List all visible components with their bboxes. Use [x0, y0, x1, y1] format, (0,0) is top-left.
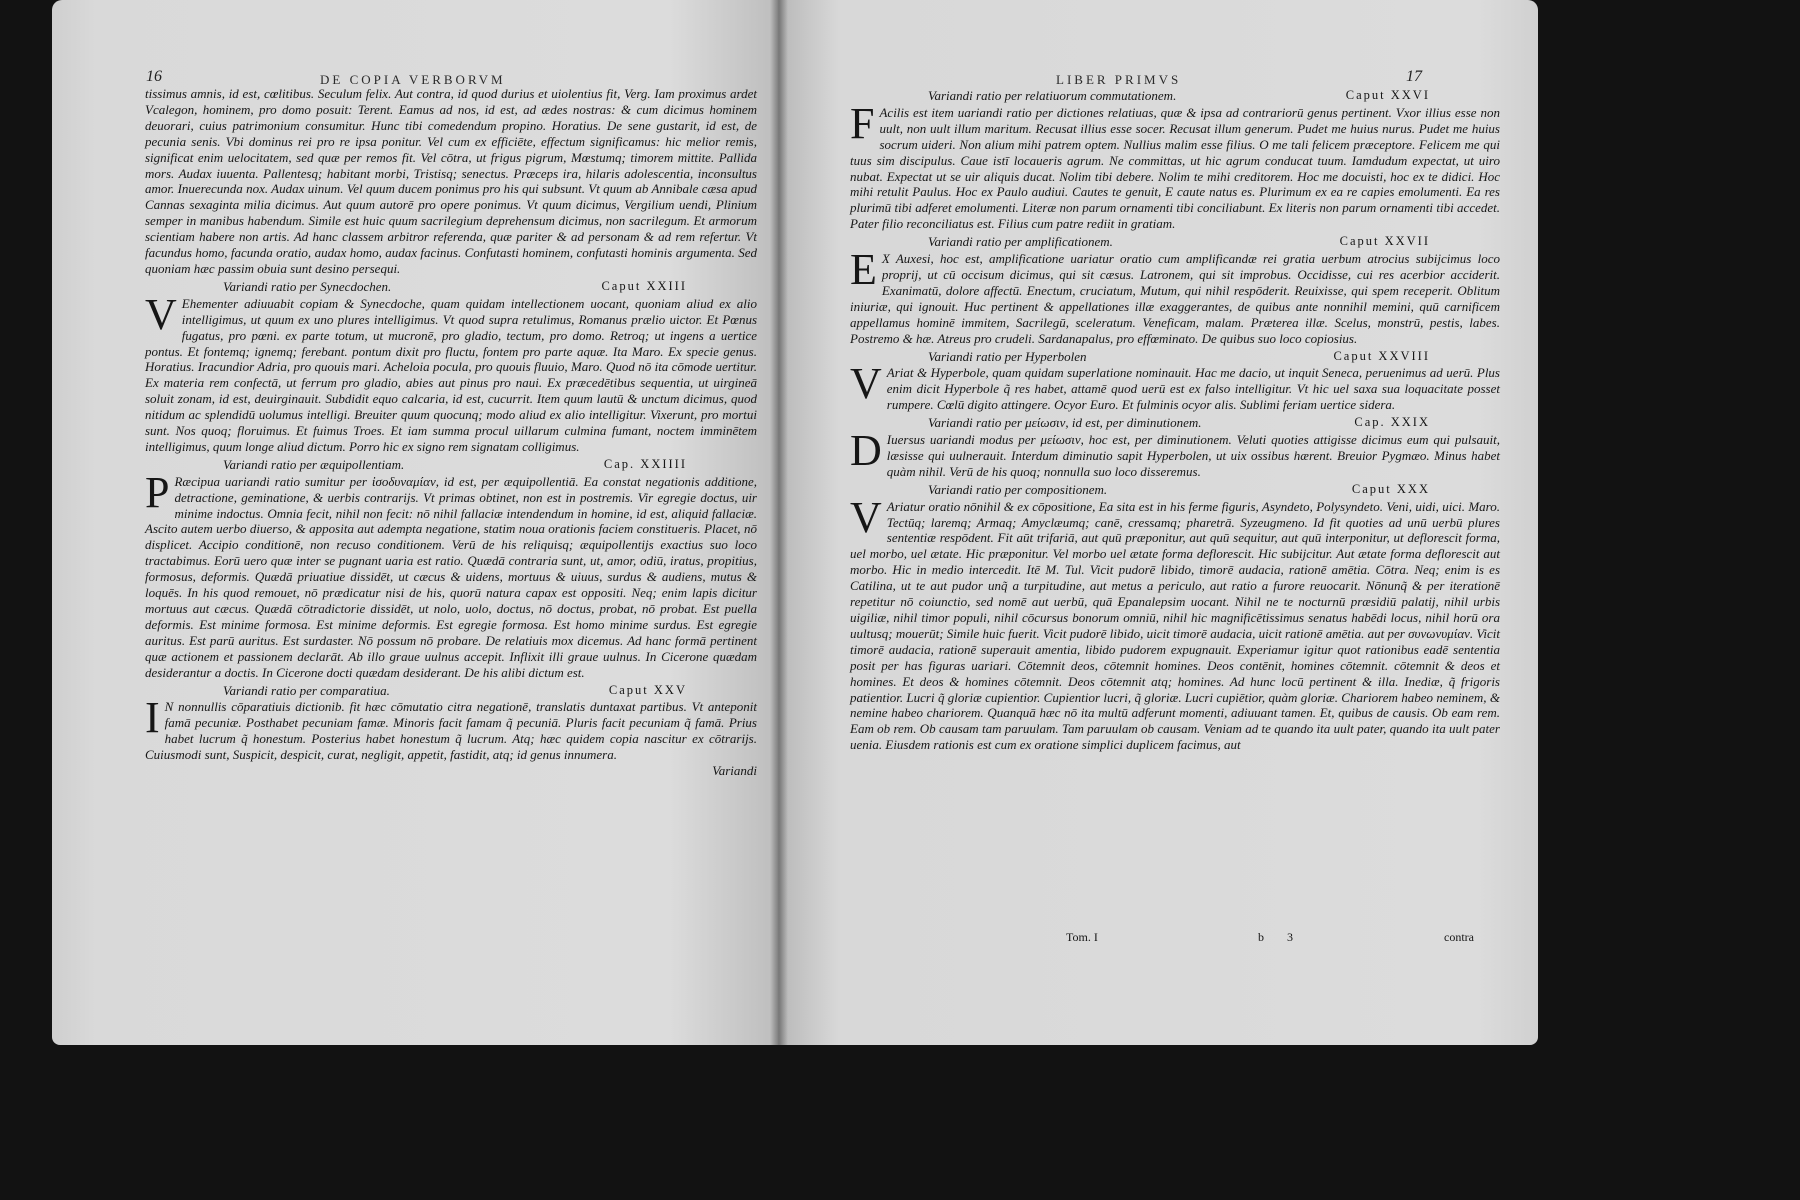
- chapter-text: Ariat & Hyperbole, quam quidam superlatione nominauit. Hac me dacio, ut inquit Seneca, peruenimus ad uerū. Plus enim dicit Hyperbole q̃ res habet, attamē quod uerū est ex falso intelligitur. Vt hic uel saxa sua loquacitate posset rumpere. Cœlū digito attingere. Ocyor Euro. Et fulminis ocyor alis. Sublimi feriam uertice sidera.: [886, 365, 1500, 413]
- chapter-paragraph: [145, 693, 757, 763]
- chapter-text: Iuersus uariandi modus per μείωσιν, hoc est, per diminutionem. Veluti quoties attigisse dicimus eum qui pulsauit, læsisse qui uulnerauit. Interdum diminutio sapit Hyperbolen, ut uix ossibus hærent. Breuior Pygmæo. Minus habet quàm nihil. Verū de his quoq; nonnulla suo loco disseremus.: [886, 432, 1500, 479]
- chapter-title: Variandi ratio per æquipollentiam.: [223, 456, 405, 472]
- chapter-title: Variandi ratio per comparatiua.: [223, 682, 390, 698]
- chapter-number: Caput XXVIII: [1333, 348, 1430, 363]
- signature-mark: b 3: [1258, 930, 1303, 944]
- chapter-title: Variandi ratio per Synecdochen.: [223, 278, 392, 294]
- volume-mark: Tom. I: [1066, 930, 1098, 944]
- text-block: [850, 86, 1500, 753]
- chapter-heading: [850, 349, 1500, 365]
- catchword: Variandi: [712, 763, 757, 779]
- chapter-paragraph: [850, 492, 1500, 754]
- chapter-number: Caput XXV: [608, 682, 687, 697]
- chapter-number: Caput XXVII: [1339, 234, 1430, 249]
- chapter-title: Variandi ratio per Hyperbolen: [928, 348, 1087, 364]
- chapter-heading: [850, 234, 1500, 250]
- chapter-number: Caput XXVI: [1345, 88, 1430, 102]
- chapter-heading: [145, 279, 757, 295]
- chapter-heading: [850, 88, 1500, 104]
- initial-letter: F: [850, 98, 875, 148]
- chapter-number: Caput XXIII: [601, 278, 687, 293]
- catchword: contra: [1444, 930, 1474, 944]
- chapter-text: N nonnullis cōparatiuis dictionib. fit hæc cōmutatio citra negationē, translatis duntaxat partibus. Vt anteponit famā pecuniæ. Posthabet pecuniam famæ. Minoris facit famam q̃ pecuniā. Pluris facit pecuniam q̃ famā. Prius habet lucrum q̃ honestum. Posterius habet honestum q̃ lucrum. Atq; hæc quidem copia nascitur ex cōtrarijs. Cuiusmodi sunt, Suspicit, despicit, curat, negligit, appetit, fastidit, atq; id genus innumera.: [145, 699, 757, 763]
- chapter-heading: [850, 482, 1500, 498]
- chapter-number: Cap. XXIX: [1354, 415, 1430, 430]
- chapter-heading: [145, 457, 757, 473]
- chapter-title: Variandi ratio per μείωσιν, id est, per diminutionem.: [928, 415, 1202, 431]
- chapter-title: Variandi ratio per relatiuorum commutationem.: [928, 88, 1177, 103]
- left-page: [52, 0, 778, 1045]
- folio-number: 17: [1406, 68, 1422, 85]
- paragraph-carry-over: tissimus amnis, id est, cœlitibus. Seculum felix. Aut contra, id quod durius et uiolentius fit, Verg. Iam proximus ardet Vcalegon, hominem, pro domo posuit: Terent. Eamus ad nos, id est, ad ædes nostras: & cum dicimus hominem deuorari, cuius patrimonium consumitur. Hunc tibi comedendum propino. Horatius. De sene gustarit, id est, de pecunia senis. Vbi dominus rei pro re ipsa ponitur. Vel cum ex efficiēte, effectum significamus: hic melior remis, significat enim uelocitatem, sed quæ per remos fit. Vel cōtra, ut frigus pigrum, Mœstumq; timorem mittite. Pallida mors. Audax iuuenta. Pallentesq; habitant morbi, Tristisq; senectus. Præceps ira, hilaris adolescentia, inconsultus amor. Inuerecunda nox. Audax uinum. Vel quum ducem ponimus pro his qui subsunt. Vt quum ab Annibale cæsa apud Cannas sexaginta milia dicimus. Aut quum autorē pro opere ponimus. Vt quum dicimus, Vergilium uendi, Plinium semper in manibus habendum. Simile est huic quum sacrilegium deprehensum dicimus, non sacrilegum. Et armorum scientiam habere non artis. Ad hanc classem arbitror referenda, quæ pariter & ad personam & ad rem refertur. Vt facundus homo, facunda oratio, audax homo, audax facinus. Confutasti hominem, confutasti hominis argumenta. Sed quoniam hæc passim obuia sunt desino persequi.: [145, 86, 757, 276]
- running-head: DE COPIA VERBORVM: [320, 72, 506, 87]
- chapter-heading: [145, 683, 757, 699]
- chapter-title: Variandi ratio per compositionem.: [928, 481, 1108, 497]
- chapter-paragraph: [850, 245, 1500, 346]
- chapter-number: Caput XXX: [1351, 481, 1430, 496]
- text-block: [145, 86, 757, 779]
- folio-number: 16: [146, 68, 162, 85]
- chapter-text: Ariatur oratio nōnihil & ex cōpositione, Ea sita est in his ferme figuris, Asyndeto, Polysyndeto. Veni, uidi, uici. Maro. Tectūq; laremq; Armaq; Amyclæumq; canē, cressamq; pharetrā. Syzeugmeno. Id fit quoties ad unū uerbū plures sententiæ respōdent. Fit aūt trifariā, aut quū præponitur, aut quū sequitur, aut quū interponitur, ut deflorescit forma, uel morbo, uel ætate. Hic præponitur. Vel morbo uel ætate forma deflorescit. Hic subijcitur. Aut ætate forma deflorescit aut morbo. Hic in medio intercedit. Itē M. Tul. Vicit pudorē libido, timorē audacia, rationē amētia. Cōtra. Neq; enim is es Catilina, ut te aut pudor unq̃ a turpitudine, aut metus a periculo, aut ratio a furore reuocarit. Nōnunq̃ & per iterationē repetitur nō coiunctio, sed nomē aut uerbū, quā Epanalepsim uocant. Nihil ne te nocturnū præsidiū palatij, nihil urbis uigiliæ, nihil timor populi, nihil cōcursus bonorum omniū, nihil hic magnificētissimus senatus habēdi locus, nihil horū ora uultusq; mouerūt; Simile huic fuerit. Vicit pudorē libido, uicit timorē audacia, uicit rationē amētia. aut per συνωνυμίαν. Vicit timorē audacia, rationē superauit amentia, libido pudorem expugnauit. Experiamur igitur quot rationibus eadē sententia posit per has figuras uariari. Cōtemnit deos, cōtemnit homines. Deos contēnit, homines cōtemnit. cōtemnit & deos et homines. Et deos & homines cōtemnit. Deos cōtemnit atq; homines. Ad hunc locū pertinent & illa. Inediæ, q̃ frigoris patientior. Lucri q̃ gloriæ cupientior. Cupientior lucri, q̃ gloriæ. Lucri cupiētior, quàm gloriæ. Chariorem habeo neminem, & nemine habeo chariorem. Quanquā hæc nō ita multū adferunt momenti, adiuuant tamen. Et, quibus de causis. Ob eam rem. Eam ob rem. Ob causam tam paruulam. Tam paruulam ob causam. Veniam ad te quando ita uult pater, quando ita uult pater uenia. Eiusdem rationis est cum ex oratione simplici duplicem facimus, aut: [850, 498, 1500, 753]
- initial-letter: V: [850, 359, 882, 409]
- right-page: [778, 0, 1538, 1045]
- initial-letter: I: [145, 693, 160, 743]
- chapter-paragraph: [850, 98, 1500, 232]
- initial-letter: E: [850, 245, 877, 295]
- initial-letter: P: [145, 467, 170, 517]
- chapter-text: Ehementer adiuuabit copiam & Synecdoche, quam quidam intellectionem uocant, quoniam aliud ex alio intelligimus, ut quum ex uno plures intelligimus. Vt quod supra retulimus, Romanus prælio uictor. Et Pœnus fugatus, pro pœni. ex parte totum, ut mucronē, pro gladio, tectum, pro domo. Retroq; ut ingens a uertice pontus. Et fontemq; ignemq; ferebant. pontum dixit pro fluctu, fontem pro parte aquæ. Ita Maro. Ex specie genus. Horatius. Iracundior Adria, pro quouis mari. Acheloia pocula, pro quouis fluuio, Maro. Quod nō ita cōmode uertitur. Ex materia rem confectā, ut ferrum pro gladio, abies aut pinus pro naui. Ex præcedētibus sequentia, ut uirgineā soluit zonam, id est, deuirginauit. Subdidit equo calcaria, id est, cucurrit. Item quum lautū & unctum dicimus, quod nitidum ac splendidū uolumus intelligi. Breuiter quum quocunq; modo aliud ex alio intelligitur. Vixerunt, pro mortui sunt. Nos quoq; floruimus. Et fuimus Troes. Et iam summa procul uillarum culmina fumant, noctem imminētem intelligimus, quum longe aliud dictum. Porro hic ex signo rem signatam colligimus.: [145, 295, 757, 454]
- chapter-paragraph: [850, 359, 1500, 413]
- running-head: LIBER PRIMVS: [1056, 72, 1182, 87]
- initial-letter: D: [850, 426, 882, 476]
- initial-letter: V: [850, 492, 882, 542]
- initial-letter: V: [145, 289, 177, 339]
- chapter-number: Cap. XXIIII: [603, 456, 687, 471]
- chapter-title: Variandi ratio per amplificationem.: [928, 234, 1113, 250]
- chapter-paragraph: [145, 467, 757, 681]
- chapter-paragraph: [850, 426, 1500, 480]
- chapter-heading: [850, 415, 1500, 431]
- chapter-text: Ræcipua uariandi ratio sumitur per ἰσοδυναμίαν, id est, per æquipollentiā. Ea constat negationis additione, detractione, geminatione, & uerbis contrarijs. Vt primas obtinet, non est in postremis. Vir egregie doctus, uir minime indoctus. Omnia fecit, nihil non fecit: nō nihil fallaciæ intendendum in homine, id est, aliquid fallaciæ. Ascito autem uerbo diuerso, & apposita aut adempta negatione, statim noua orationis faciem constitueris. Placet, nō displicet. Accipio conditionē, non recuso conditionem. Verū de his reliquisq; æquipollentijs exactius suo loco tractabimus. Eorū uero quæ inter se pugnant uaria est ratio. Quædā contraria sunt, ut, amor, odiū, iratus, propitius, formosus, deformis. Quædā priuatiue dissidēt, ut cæcus & uidens, mortuus & uiuus, surdus & audiens, mutus & loquēs. In his quod remouet, nō prædicatur nisi de his, quorū natura capax est oppositi. Neq; enim lapis dicitur mortuus aut cæcus. Quædā cōtradictorie dissidēt, ut nolo, uolo, doctus, nō doctus, probat, nō probat. Est puella deformis. Est minime formosa. Est minime deformis. Est egregie formosa. Est homo minime surdus. Est egregie auritus. Est parū auritus. Est surdaster. Nō possum nō probare. De relatiuis mox dicemus. Ad hanc formā pertinent quæ actionem et passionem declarāt. Ab illo graue uulnus accepit. Inflixit illi graue uulnus. In Cicerone quædam desiderantur a doctis. In Cicerone docti quædam desiderant. De his alibi dictum est.: [145, 473, 757, 680]
- chapter-text: X Auxesi, hoc est, amplificatione uariatur oratio cum amplificandæ rei gratia uerbum atrocius subijcimus loco proprij, ut cū occisum dicimus, qui sit cæsus. Latronem, qui sit improbus. Occidisse, cui res acerbior acciderit. Exanimatū, dolore affectū. Enectum, cruciatum, Mutum, qui nihil respōderit. Reuixisse, qui spem receperit. Oblitum iniuriæ, qui ignouit. Huc pertinent & appellationes illæ exaggerantes, de quibus ante nonnihil memini, quū carnificem appellamus hominē immitem, Sacrilegū, sceleratum. Veneficam, malam. Præterea illæ. Scelus, monstrū, pestis, labes. Postremo & hæ. Atreus pro crudeli. Sardanapalus, pro effœminato. De quibus suo loco copiosius.: [850, 251, 1500, 346]
- book-gutter: [770, 0, 788, 1045]
- chapter-text: Acilis est item uariandi ratio per dictiones relatiuas, quæ & ipsa ad contrariorū genus pertinent. Vxor illius esse non uult, non uult illum maritum. Recusat illius esse socer. Recusat illum generum. Pudet me huius nurus. Pudet me huius socrum uideri. Non alium mihi patrem optem. Nullius malim esse filius. O me tali felicem præceptore. Felicem me qui tuus sim discipulus. Caue istī locaueris agrum. Ne committas, ut hic agrum conducat tuum. Iamdudum expectat, ut uiro nubat. Expectat ut se uir aliquis ducat. Nolim tibi debere. Nolim te mihi creditorem. Hoc me docuisti, hoc ex te didici. Hoc mihi retulit Paulus. Hoc ex Paulo audiui. Cautes te genuit, E caute natus es. Plurimum ex ea re capies emolumenti. Ea res plurimū tibi adferet emolumenti. Literæ non parum ornamenti tibi conciliabunt. Ex literis non parum ornamenti tibi accedet. Pater filio reconciliatus est. Filius cum patre rediit in gratiam.: [850, 104, 1500, 232]
- chapter-paragraph: [145, 289, 757, 455]
